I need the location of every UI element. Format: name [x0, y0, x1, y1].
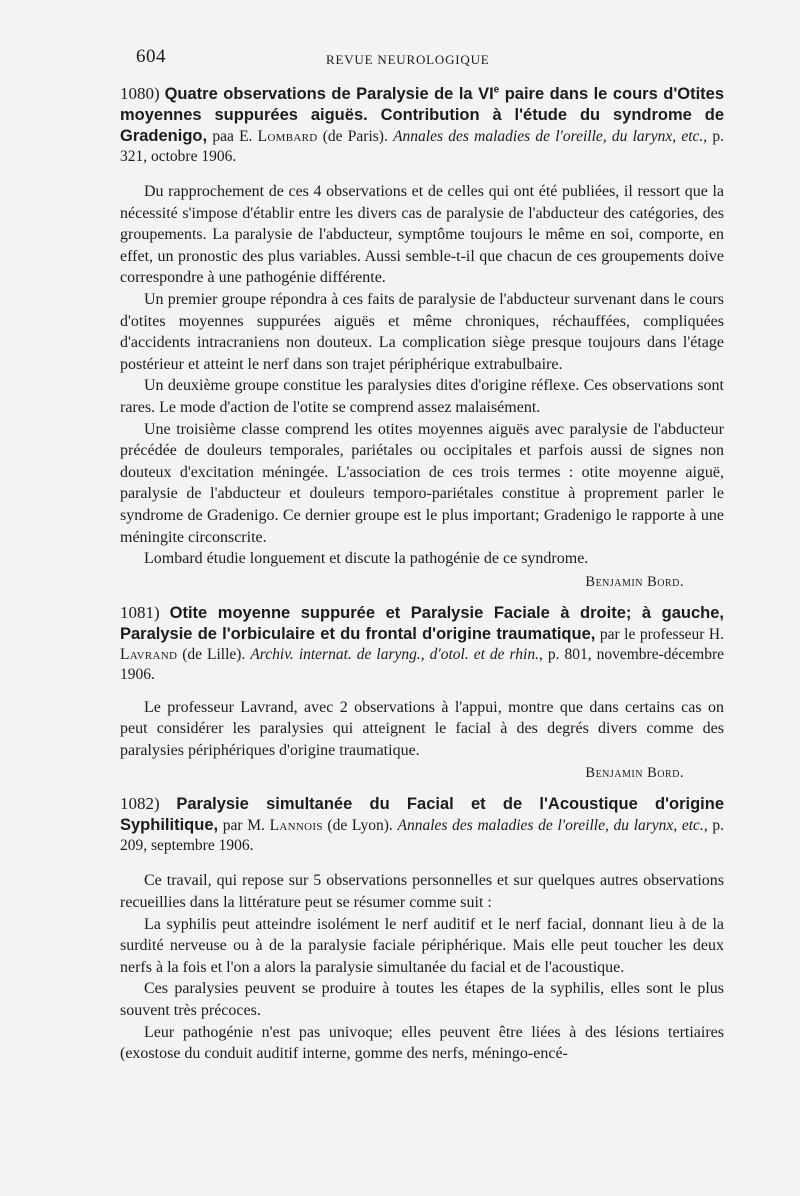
entry-journal: Archiv. internat. de laryng., d'otol. et de rhin. — [250, 645, 539, 663]
entry-number: 1082) — [120, 794, 160, 814]
entry-author-prefix: par le professeur H. — [595, 625, 724, 643]
entry-journal: Annales des maladies de l'oreille, du larynx, etc. — [393, 128, 704, 145]
signature: Benjamin Bord. — [585, 765, 684, 782]
entry-reference: , p. 321, octobre 1906. — [120, 128, 725, 165]
entry-journal: Annales des maladies de l'oreille, du larynx, etc. — [397, 817, 704, 835]
paragraph: Une troisième classe comprend les otites moyennes aiguës avec paralysie de l'abducteur précédée de douleurs temporales, pariétales ou occipitales et parfois aussi de signes non douteux d'excitation méningée. L'association de ces trois termes : otite moyenne aiguë, paralysie de l'abducteur et douleurs temporo-pariétales constitue à proprement parler le syndrome de Gradenigo. Ce dernier groupe est le plus important; Gradenigo le rapporte à une méningite circonscrite. — [120, 420, 724, 546]
entry-reference: , p. 801, novembre-décembre 1906. — [120, 645, 724, 683]
entry-title — [120, 794, 724, 856]
paragraph: Un premier groupe répondra à ces faits de paralysie de l'abducteur survenant dans le cours d'otites moyennes suppurées aiguës et même chroniques, réchauffées, compliquées d'accidents intracraniens non douteux. La complication siège presque toujours dans l'étage postérieur et atteint le nerf dans son trajet périphérique extrabulbaire. — [120, 290, 724, 373]
entry-heading: Quatre observations de Paralysie de la VIe paire dans le cours d'Otites moyennes suppurées aiguës. Contribution à l'étude du syndrome de Gradenigo, — [120, 84, 725, 145]
paragraph: Du rapprochement de ces 4 observations et de celles qui ont été publiées, il ressort que la nécessité s'impose d'établir entre les divers cas de paralysie de l'abducteur des catégories, des groupements. La paralysie de l'abducteur, symptôme toujours le même en soi, comporte, en effet, un pronostic des plus variables. Aussi semble-t-il que chacun de ces groupements doive correspondre à une pathogénie différente. — [120, 183, 724, 287]
entry-heading: Otite moyenne suppurée et Paralysie Faciale à droite; à gauche, Paralysie de l'orbiculaire et du frontal d'origine traumatique, — [120, 603, 724, 643]
entry-author-suffix: (de Paris). — [317, 128, 394, 145]
paragraph: Ces paralysies peuvent se produire à toutes les étapes de la syphilis, elles sont le plus souvent très précoces. — [120, 980, 724, 1020]
entry-author: Lombard — [257, 128, 318, 145]
entry-number: 1081) — [120, 602, 160, 622]
page-number: 604 — [136, 46, 166, 67]
entry-number: 1080) — [120, 84, 160, 103]
paragraph: Leur pathogénie n'est pas univoque; elles peuvent être liées à des lésions tertiaires (exostose du conduit auditif interne, gomme des nerfs, méningo-encé- — [120, 1023, 724, 1063]
entry-heading: Paralysie simultanée du Facial et de l'Acoustique d'origine Syphilitique, — [120, 795, 724, 835]
entry-1080 — [120, 84, 724, 591]
paragraph: La syphilis peut atteindre isolément le nerf auditif et le nerf facial, donnant lieu à de la surdité nerveuse ou à de la paralysie faciale périphérique. Mais elle peut toucher les deux nerfs à la fois et l'on a alors la paralysie simultanée du facial et de l'acoustique. — [120, 915, 724, 976]
entry-title — [120, 84, 724, 167]
entry-reference: , p. 209, septembre 1906. — [120, 817, 724, 855]
paragraph: Ce travail, qui repose sur 5 observations personnelles et sur quelques autres observations recueillies dans la littérature peut se résumer comme suit : — [120, 872, 724, 912]
entry-1081 — [120, 603, 724, 783]
entry-title — [120, 603, 724, 685]
entry-author-suffix: (de Lyon). — [322, 817, 398, 835]
running-head: REVUE NEUROLOGIQUE — [326, 52, 490, 67]
paragraph: Le professeur Lavrand, avec 2 observations à l'appui, montre que dans certains cas on peut considérer les paralysies qui atteignent le facial à des degrés divers comme des paralysies périphériques d'origine traumatique. — [120, 698, 724, 759]
page-header — [136, 46, 726, 70]
entry-author: Lavrand — [120, 645, 178, 663]
signature: Benjamin Bord. — [585, 573, 684, 590]
text-column — [120, 84, 724, 1065]
paragraph: Lombard étudie longuement et discute la pathogénie de ce syndrome. — [144, 550, 589, 568]
paragraph: Un deuxième groupe constitue les paralysies dites d'origine réflexe. Ces observations sont rares. Le mode d'action de l'otite se comprend assez malaisément. — [120, 377, 724, 416]
entry-1082 — [120, 794, 724, 1064]
entry-author-suffix: (de Lille). — [177, 645, 251, 663]
entry-author-prefix: paa E. — [207, 128, 258, 145]
entry-author: Lannois — [269, 817, 323, 835]
entry-author-prefix: par M. — [218, 817, 270, 835]
